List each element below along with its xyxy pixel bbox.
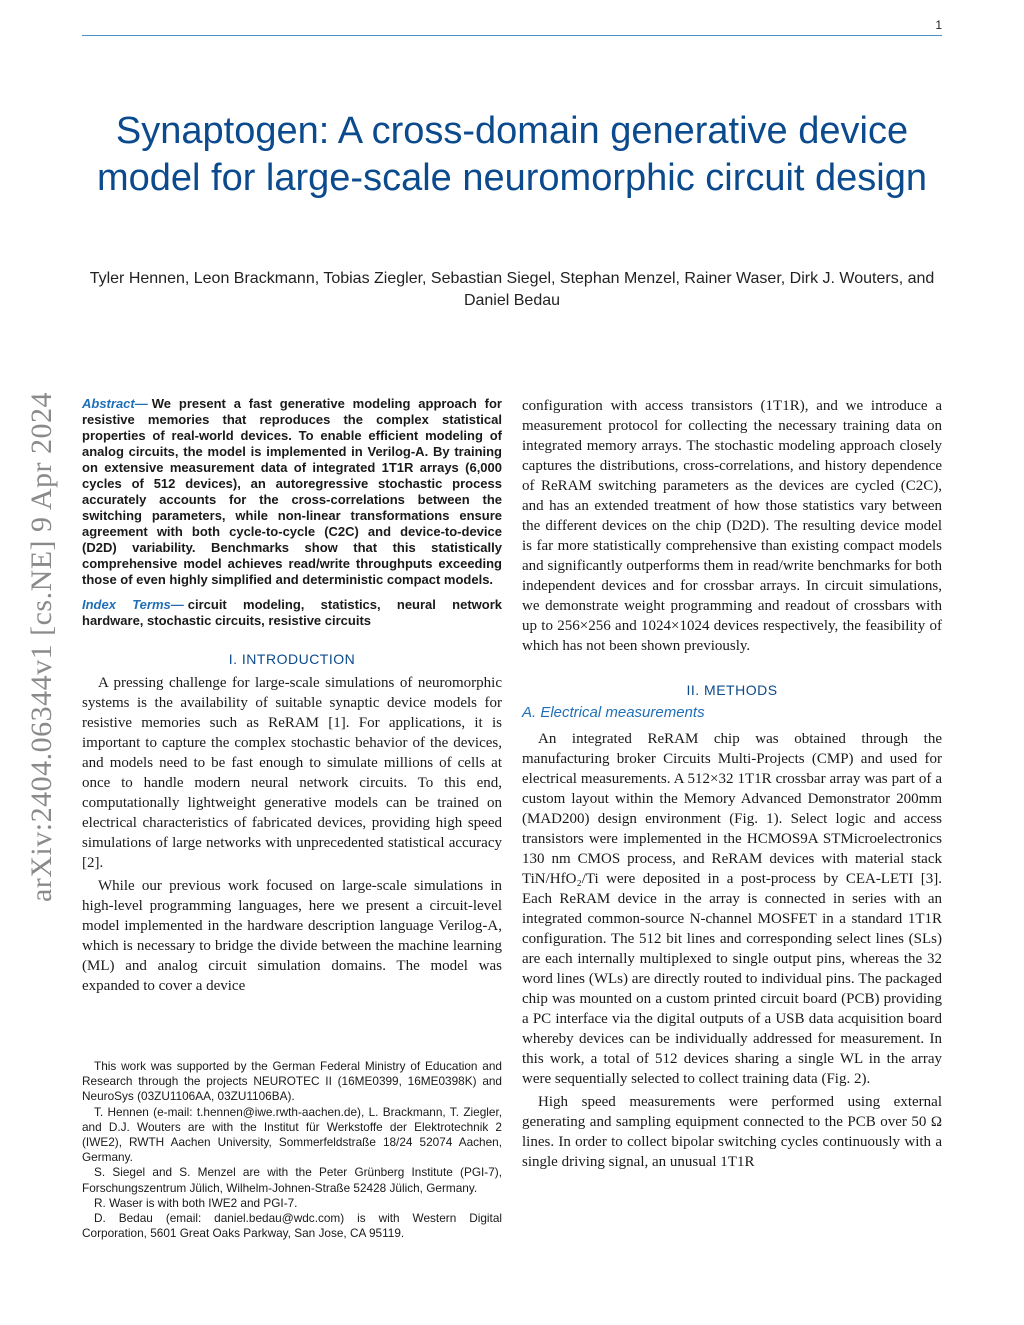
right-column (522, 396, 942, 1172)
introduction-paragraph-1: A pressing challenge for large-scale simulations of neuromorphic systems is the availability of suitable synaptic device models for resistive memories such as ReRAM [1]. For applications, it is important to capture the complex stochastic behavior of the devices, and models need to be fast enough to simulate millions of cells at once to handle modern neural network circuits. To this end, computationally lightweight generative models can be trained on electrical characteristics of fabricated devices, providing high speed simulations of large networks with unprecedented statistical accuracy [2]. (82, 675, 502, 871)
footnote-affiliation-waser: R. Waser is with both IWE2 and PGI-7. (94, 1195, 298, 1210)
footnote-affiliation-pgi7: S. Siegel and S. Menzel are with the Peter Grünberg Institute (PGI-7), Forschungszentrum Jülich, Wilhelm-Johnen-Straße 52428 Jülich, Germany. (82, 1165, 502, 1195)
abstract (82, 396, 502, 588)
footnote-affiliation-wdc: D. Bedau (email: daniel.bedau@wdc.com) is with Western Digital Corporation, 5601 Great Oaks Parkway, San Jose, CA 95119. (82, 1211, 502, 1241)
header-rule (82, 35, 942, 36)
introduction-paragraph-2-continued: configuration with access transistors (1T1R), and we introduce a measurement protocol for collecting the necessary training data on integrated memory arrays. The stochastic modeling approach closely captures the distributions, cross-correlations, and history dependence of ReRAM switching parameters as the devices are cycled (C2C), and has an extended treatment of how those statistics vary between the different devices on the chip (D2D). The resulting device model is far more statistically comprehensive than existing compact models and significantly outperforms them in read/write benchmarks for both independent devices and for crossbar arrays. In circuit simulations, we demonstrate weight programming and readout of crossbars with up to 256×256 and 1024×1024 devices respectively, the feasibility of which has not been shown previously. (522, 398, 942, 654)
footnotes (82, 1059, 502, 1241)
methods-paragraph-2: High speed measurements were performed using external generating and sampling equipment connected to the PCB over 50 Ω lines. In order to collect bipolar switching cycles continuously with a single driving signal, an unusual 1T1R (522, 1094, 942, 1170)
abstract-text: We present a fast generative modeling approach for resistive memories that reproduces the complex statistical properties of real-world devices. To enable efficient modeling of analog circuits, the model is implemented in Verilog-A. By training on extensive measurement data of integrated 1T1R arrays (6,000 cycles of 512 devices), an autoregressive stochastic process accurately accounts for the cross-correlations between the switching parameters, while non-linear transformations ensure agreement with both cycle-to-cycle (C2C) and device-to-device (D2D) variability. Benchmarks show that this statistically comprehensive model achieves read/write throughputs exceeding those of even highly simplified and deterministic compact models. (82, 396, 502, 587)
index-terms-label: Index Terms— (82, 597, 184, 612)
introduction-paragraph-2: While our previous work focused on large-scale simulations in high-level programming languages, here we present a circuit-level model implemented in the hardware description language Verilog-A, which is necessary to bridge the divide between the machine learning (ML) and analog circuit simulation domains. The model was expanded to cover a device (82, 878, 502, 994)
left-column (82, 396, 502, 996)
paper-title: Synaptogen: A cross-domain generative device model for large-scale neuromorphic circuit design (96, 110, 928, 199)
methods-paragraph-1: An integrated ReRAM chip was obtained through the manufacturing broker Circuits Multi-Projects (CMP) and used for electrical measurements. A 512×32 1T1R crossbar array was part of a custom layout within the Memory Advanced Demonstrator 200mm (MAD200) design environment (Fig. 1). Select logic and access transistors were implemented in the HCMOS9A STMicroelectronics 130 nm CMOS process, and ReRAM devices with material stack TiN/HfO₂/Ti were deposited in a post-process by CEA-LETI [3]. Each ReRAM device in the array is connected in series with an integrated common-source N-channel MOSFET in a standard 1T1R configuration. The 512 bit lines and corresponding select lines (SLs) are each internally multiplexed to single output pins, whereas the 32 word lines (WLs) are directly routed to individual pins. The packaged chip was mounted on a custom printed circuit board (PCB) providing a PC interface via the digital outputs of a USB data acquisition board whereby devices can be individually addressed for measurement. In this work, a total of 512 devices sharing a single WL in the array were sequentially selected to collect training data (Fig. 2). (522, 731, 942, 1087)
index-terms (82, 597, 502, 629)
author-list: Tyler Hennen, Leon Brackmann, Tobias Ziegler, Sebastian Siegel, Stephan Menzel, Rainer Waser, Dirk J. Wouters, and Daniel Bedau (89, 270, 935, 309)
page-number: 1 (935, 18, 942, 32)
footnote-affiliation-iwe2: T. Hennen (e-mail: t.hennen@iwe.rwth-aachen.de), L. Brackmann, T. Ziegler, and D.J. Wouters are with the Institut für Werkstoffe der Elektrotechnik 2 (IWE2), RWTH Aachen University, Sommerfeldstraße 18/24 52074 Aachen, Germany. (82, 1104, 502, 1165)
index-terms-text: circuit modeling, statistics, neural network hardware, stochastic circuits, resistive circuits (82, 597, 502, 628)
arxiv-stamp: arXiv:2404.06344v1 [cs.NE] 9 Apr 2024 (25, 391, 58, 903)
footnote-funding: This work was supported by the German Federal Ministry of Education and Research through the projects NEUROTEC II (16ME0399, 16ME0398K) and NeuroSys (03ZU1106AA, 03ZU1106BA). (82, 1059, 502, 1104)
section-heading-methods: II. METHODS (686, 682, 778, 698)
section-heading-introduction: I. INTRODUCTION (228, 651, 356, 667)
subsection-heading-electrical-measurements: A. Electrical measurements (522, 704, 705, 721)
abstract-label: Abstract— (82, 396, 148, 411)
